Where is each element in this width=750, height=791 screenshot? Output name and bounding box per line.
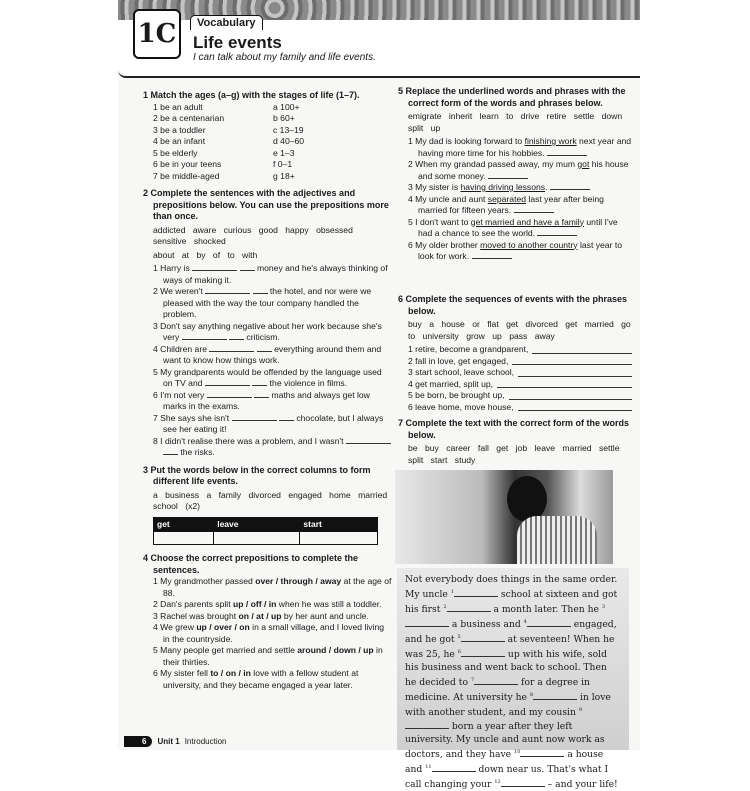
item-text: next year and having more time for his hobbies. (418, 136, 632, 158)
ex4-instruction: 4 Choose the correct prepositions to complete the sentences. (143, 553, 359, 575)
item-text: 2 We weren't (153, 286, 203, 296)
item-text: 5 My grandparents would be offended by the language used on TV and (153, 366, 382, 388)
item-text: money and he's always thinking of ways of making it. (163, 263, 388, 285)
text-segment: Not everybody does things in the same order. My uncle (405, 574, 618, 601)
answer-blank[interactable] (432, 764, 476, 772)
gap-number: 3 (601, 604, 606, 611)
answer-blank[interactable] (207, 390, 252, 398)
answer-blank[interactable] (514, 205, 554, 213)
gap-number: 11 (425, 763, 432, 770)
item-text: 5 be born, be brought up, (408, 390, 505, 400)
answer-blank[interactable] (254, 390, 269, 398)
item-text: last year after being married for fifteen years. (418, 193, 604, 215)
answer-blank[interactable] (547, 148, 587, 156)
item-text: in their thirties. (163, 645, 383, 667)
answer-blank[interactable] (253, 286, 268, 294)
underlined-phrase: get married and have a family (470, 216, 585, 227)
gap-number: 10 (514, 748, 521, 755)
underlined-phrase: moved to another country (480, 239, 578, 250)
ex4-item (143, 611, 393, 623)
ex7-text (397, 568, 629, 790)
answer-blank[interactable] (488, 171, 528, 179)
ex2-item (143, 321, 393, 344)
stage-item: 7 be middle-aged (153, 170, 220, 181)
stage-item: 2 be a centenarian (153, 113, 225, 123)
column-start: start (300, 517, 378, 532)
text-segment: – and your life! (544, 778, 618, 790)
age-item: f 0–1 (273, 159, 293, 169)
ex5-item (398, 159, 632, 182)
text-segment: for a degree in medicine. At university he (405, 677, 590, 704)
ex2-item (143, 344, 393, 367)
item-text: by her aunt and uncle. (281, 610, 369, 621)
answer-blank[interactable] (192, 263, 237, 271)
text-segment: a house and (405, 748, 604, 775)
answer-blank[interactable] (537, 228, 577, 236)
answer-blank[interactable] (205, 378, 250, 386)
text-segment: a business and (449, 619, 524, 631)
ex4-items (143, 576, 393, 691)
answer-blank[interactable] (447, 604, 491, 612)
ex5-section (398, 86, 632, 263)
cell-get[interactable] (154, 532, 214, 545)
ex2-item (143, 263, 393, 286)
ex5-words: emigrate inherit learn to drive retire settle down split up (408, 111, 623, 133)
footer (124, 736, 227, 747)
answer-blank[interactable] (232, 413, 277, 421)
ex2-item (143, 436, 393, 459)
stages-list (153, 102, 273, 183)
preposition-choices[interactable]: up / off / in (232, 599, 277, 609)
ex6-item (398, 379, 632, 391)
gap-number: 12 (494, 778, 501, 785)
ex2-instruction: 2 Complete the sentences with the adjectives and prepositions below. You can use the prepositions more than once. (143, 188, 389, 221)
ex7-instruction: 7 Complete the text with the correct form of the words below. (398, 418, 630, 440)
answer-blank[interactable] (461, 649, 505, 657)
item-text: . (545, 182, 548, 192)
ex3-words: a business a family divorced engaged home married school (x2) (153, 489, 388, 511)
item-text: 2 fall in love, get engaged, (408, 355, 509, 366)
photo-man-smiling (395, 470, 613, 564)
item-text: 5 I don't want to (408, 216, 471, 227)
ex6-item (398, 402, 632, 414)
underlined-phrase: finishing work (524, 136, 577, 146)
item-text: his house and some money. (418, 159, 629, 181)
stage-item: 5 be elderly (153, 147, 198, 158)
item-text: 8 I didn't realise there was a problem, and I wasn't (153, 435, 344, 446)
ex7-words: be buy career fall get job leave married settle split start study (408, 443, 620, 465)
ex5-item (398, 136, 632, 159)
preposition-choices[interactable]: on / at / up (238, 610, 282, 621)
text-segment: at seventeen! When he was 25, he (405, 634, 615, 661)
ex2-adjectives: addicted aware curious good happy obsessed sensitive shocked (153, 224, 353, 246)
text-segment: down near us. That's what I call changing your (405, 763, 609, 790)
page-subtitle: I can talk about my family and life events. (193, 52, 376, 63)
ex6-instruction: 6 Complete the sequences of events with the phrases below. (398, 294, 628, 316)
item-text: 2 Dan's parents split (153, 599, 233, 609)
stage-item: 4 be an infant (153, 136, 206, 146)
item-text: 7 She says she isn't (153, 412, 230, 423)
item-text: the hotel, and nor were we pleased with the way the tour company handled the problem. (163, 286, 372, 319)
left-column (143, 90, 393, 691)
item-text: until I've had a chance to see the world. (418, 216, 618, 238)
answer-blank[interactable] (533, 692, 577, 700)
ex6-item (398, 344, 632, 356)
age-item: d 40–60 (273, 136, 305, 146)
text-segment: engaged, and he got (405, 619, 617, 646)
ex5-item (398, 182, 632, 194)
section-tab: Vocabulary (190, 15, 263, 30)
footer-unit: Unit 1 (157, 737, 180, 746)
page-title: Life events (193, 33, 282, 52)
item-text: 4 get married, split up, (408, 378, 494, 389)
ex5-instruction: 5 Replace the underlined words and phrases with the correct form of the words and phrases below. (398, 86, 626, 108)
answer-blank[interactable] (279, 413, 294, 421)
ex2-item (143, 367, 393, 390)
item-text: 3 Rachel was brought (153, 610, 239, 621)
text-segment: up with his wife, sold his business and went back to school. Then he decided to (405, 649, 607, 689)
age-item: b 60+ (273, 113, 295, 123)
gap-number: 5 (457, 634, 461, 641)
text-segment: born a year after they left university. My uncle and aunt now work as doctors, and they have (405, 720, 605, 760)
text-segment: school at sixteen and got his first (405, 589, 618, 616)
item-text: 1 retire, become a grandparent, (408, 344, 529, 354)
item-text: the violence in films. (269, 378, 348, 388)
page-number: 6 (124, 736, 152, 747)
gap-number: 4 (523, 619, 527, 626)
item-text: 1 My dad is looking forward to (408, 136, 525, 146)
unit-code-badge: 1C (133, 9, 181, 59)
gap-number: 9 (578, 707, 583, 714)
ex7-section (398, 418, 632, 468)
item-text: at the age of 88. (163, 576, 392, 598)
answer-blank[interactable] (461, 634, 505, 642)
ex6-item (398, 367, 632, 379)
item-text: 3 My sister is (408, 182, 461, 192)
stage-item: 1 be an adult (153, 101, 203, 112)
answer-blank[interactable] (346, 436, 391, 444)
ex6-items (398, 344, 632, 413)
answer-blank[interactable] (472, 251, 512, 259)
gap-number: 6 (457, 649, 461, 656)
item-text: 4 My uncle and aunt (408, 193, 488, 204)
answer-blank[interactable] (209, 344, 254, 352)
ex2-item (143, 390, 393, 413)
ex4-item (143, 668, 393, 691)
ex6-section (398, 294, 632, 413)
stage-item: 3 be a toddler (153, 124, 206, 135)
cell-leave[interactable] (214, 532, 300, 545)
age-item: e 1–3 (273, 147, 295, 158)
item-text: maths and always get low marks in the exams. (163, 389, 370, 411)
answer-blank[interactable] (257, 344, 272, 352)
answer-blank[interactable] (532, 346, 632, 354)
answer-blank[interactable] (474, 677, 518, 685)
item-text: in a small village, and I loved living in the countryside. (163, 622, 385, 644)
ex2-items (143, 263, 393, 459)
item-text: everything around them and want to know how things work. (163, 343, 382, 365)
ages-list (273, 102, 393, 183)
item-text: 6 I'm not very (153, 389, 205, 400)
gap-number: 8 (529, 692, 534, 699)
ex6-item (398, 356, 632, 368)
gap-number: 1 (450, 589, 454, 595)
answer-blank[interactable] (509, 392, 632, 400)
ex3-instruction: 3 Put the words below in the correct columns to form different life events. (143, 464, 371, 486)
ex4-item (143, 576, 393, 599)
text-segment: in love with another student, and my cousin (405, 692, 611, 719)
age-item: a 100+ (273, 101, 300, 112)
stage-item: 6 be in your teens (153, 159, 222, 169)
ex1-instruction: 1 Match the ages (a–g) with the stages of life (1–7). (143, 90, 360, 100)
preposition-choices[interactable]: over / through / away (255, 576, 342, 586)
item-text: chocolate, but I always see her eating it! (163, 412, 384, 434)
preposition-choices[interactable]: up / over / on (196, 622, 250, 632)
answer-blank[interactable] (454, 589, 498, 597)
gap-number: 7 (470, 677, 475, 684)
footer-unit-title: Introduction (184, 737, 227, 746)
cell-start[interactable] (300, 532, 378, 545)
ex1-match (143, 102, 393, 183)
gap-number: 2 (443, 604, 447, 611)
item-text: 6 My sister fell (153, 668, 211, 678)
ex4-item (143, 599, 393, 611)
item-text: 6 My older brother (408, 239, 481, 250)
ex5-item (398, 194, 632, 217)
item-text: 4 We grew (153, 622, 197, 632)
answer-blank[interactable] (205, 286, 250, 294)
item-text: 6 leave home, move house, (408, 401, 514, 412)
ex6-item (398, 390, 632, 402)
answer-blank[interactable] (501, 779, 545, 787)
ex2-item (143, 286, 393, 321)
answer-blank[interactable] (252, 378, 267, 386)
text-segment: a month later. Then he (490, 604, 602, 616)
preposition-choices[interactable]: around / down / up (297, 645, 374, 655)
item-text: 3 Don't say anything negative about her work because she's very (153, 320, 382, 342)
item-text: the risks. (180, 447, 215, 457)
column-get: get (154, 517, 214, 532)
item-text: 2 When my grandad passed away, my mum (408, 159, 578, 169)
answer-blank[interactable] (405, 721, 449, 729)
answer-blank[interactable] (550, 182, 590, 190)
answer-blank[interactable] (163, 447, 178, 455)
ex2-item (143, 413, 393, 436)
item-text: last year to look for work. (418, 239, 622, 261)
answer-blank[interactable] (240, 263, 255, 271)
answer-blank[interactable] (512, 357, 632, 365)
answer-blank[interactable] (518, 403, 632, 411)
ex3-table (153, 517, 378, 546)
ex2-prepositions: about at by of to with (153, 249, 258, 260)
item-text: when he was still a toddler. (276, 599, 382, 609)
answer-blank[interactable] (497, 380, 632, 388)
item-text: criticism. (246, 332, 280, 342)
underlined-phrase: got (577, 159, 590, 169)
preposition-choices[interactable]: to / on / in (210, 668, 251, 678)
ex5-item (398, 240, 632, 263)
item-text: 3 start school, leave school, (408, 367, 515, 377)
item-text: 5 Many people get married and settle (153, 645, 298, 655)
answer-blank[interactable] (527, 619, 571, 627)
age-item: c 13–19 (273, 124, 304, 135)
ex5-items (398, 136, 632, 263)
answer-blank[interactable] (229, 332, 244, 340)
ex4-item (143, 622, 393, 645)
item-text: 4 Children are (153, 343, 207, 354)
underlined-phrase: having driving lessons (460, 182, 546, 192)
ex5-item (398, 217, 632, 240)
ex4-item (143, 645, 393, 668)
item-text: 1 My grandmother passed (153, 576, 256, 586)
answer-blank[interactable] (405, 619, 449, 627)
column-leave: leave (214, 517, 300, 532)
underlined-phrase: separated (487, 193, 527, 204)
answer-blank[interactable] (518, 369, 632, 377)
item-text: love with a fellow student at university, and they became engaged a year later. (163, 668, 359, 690)
answer-blank[interactable] (182, 332, 227, 340)
age-item: g 18+ (273, 170, 295, 181)
ex6-words: buy a house or flat get divorced get married go to university grow up pass away (408, 319, 631, 341)
item-text: 1 Harry is (153, 263, 190, 273)
